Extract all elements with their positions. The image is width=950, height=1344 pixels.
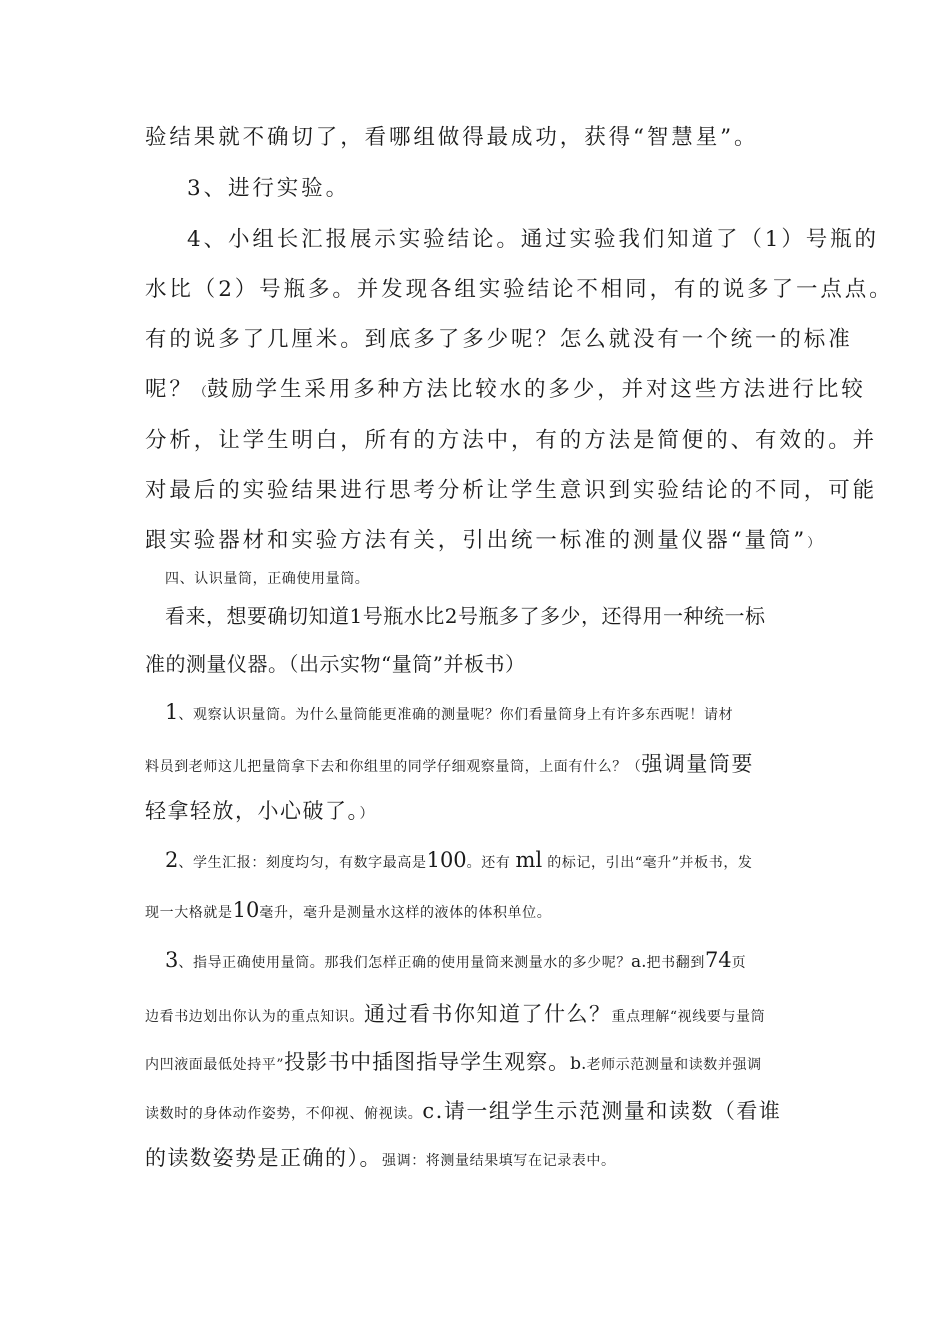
paragraph-line [165,948,845,972]
paragraph-line [145,648,825,677]
text-run: 强调量筒要 [641,752,754,776]
text-run: 准的测量仪器。（出示实物“量筒”并板书） [145,652,526,676]
text-run: 的读数姿势是正确的）。 [145,1146,382,1170]
paragraph-line [165,600,845,629]
text-run: 强调：将测量结果填写在记录表中。 [382,1153,616,1169]
paragraph-line [145,322,853,353]
paragraph-line [145,372,866,403]
text-run: 。还有 [466,855,516,871]
text-run: 74 [704,948,732,972]
text-run: 看来，想要确切知道1号瓶水比2号瓶多了多少，还得用一种统一标 [165,604,766,628]
text-run: 边看书边划出你认为的重点知识。 [145,1009,364,1025]
text-run: 料员到老师这儿把量筒拿下去和你组里的同学仔细观察量筒，上面有什么？（ [145,759,642,775]
text-run: 读数时的身体动作姿势，不仰视、俯视读。 [145,1106,423,1122]
text-run: 四、认识量筒，正确使用量筒。 [165,571,370,587]
paragraph-line [145,1095,825,1125]
text-run: 内凹液面最低处持平” [145,1057,285,1073]
text-run: 水比（2）号瓶多。并发现各组实验结论不相同，有的说多了一点点。 [145,277,894,302]
text-run: 重点理解“视线要与量筒 [611,1009,766,1025]
text-run: ） [807,536,821,551]
text-run: 现一大格就是 [145,905,233,921]
paragraph-line [187,222,879,253]
text-run: 4、小组长汇报展示实验结论。通过实验我们知道了（1）号瓶的 [187,227,879,252]
text-run: 、观察认识量筒。为什么量筒能更准确的测量呢？你们看量筒身上有许多东西呢！请材 [178,707,734,723]
paragraph-line [145,272,894,303]
text-run: a. [630,952,647,972]
text-run: 鼓励学生采用多种方法比较水的多少，并对这些方法进行比较 [206,377,866,402]
text-run: 呢？ [145,377,194,402]
text-run: （ [193,385,207,400]
text-run: 验结果就不确切了，看哪组做得最成功，获得“智慧星”。 [145,125,759,150]
paragraph-line [145,795,825,825]
text-run: 的标记，引出“毫升”并板书，发 [542,855,753,871]
paragraph-line [145,120,825,151]
text-run: c.请一组学生示范测量和读数（看谁 [422,1099,782,1123]
paragraph-line [145,473,878,504]
paragraph-line [165,848,845,872]
text-run: 跟实验器材和实验方法有关，引出统一标准的测量仪器“量筒” [145,528,808,553]
text-run: 对最后的实验结果进行思考分析让学生意识到实验结论的不同，可能 [145,478,878,503]
section-heading [165,568,845,588]
text-run: 2 [165,848,179,872]
text-run: 10 [232,898,260,922]
text-run: 分析，让学生明白，所有的方法中，有的方法是简便的、有效的。并 [145,428,878,453]
text-run: 老师示范测量和读数并强调 [586,1057,762,1073]
text-run: 页 [731,955,747,971]
text-run: 把书翻到 [646,955,705,971]
paragraph-line [145,998,825,1028]
text-run: 通过看书你知道了什么？ [364,1002,612,1026]
text-run: ml [515,848,543,872]
paragraph-line [165,700,845,724]
text-run: 3、进行实验。 [187,176,350,201]
text-run: 毫升，毫升是测量水这样的液体的体积单位。 [259,905,552,921]
text-run: ） [359,806,375,822]
paragraph-line [145,898,825,922]
paragraph-line [145,748,825,778]
text-run: 、学生汇报：刻度均匀，有数字最高是 [178,855,427,871]
text-run: 投影书中插图指导学生观察。 [284,1050,571,1074]
text-run: 100 [426,848,467,872]
paragraph-line [145,423,878,454]
paragraph-line [145,523,825,554]
text-run: 、指导正确使用量筒。那我们怎样正确的使用量筒来测量水的多少呢？ [178,955,631,971]
text-run: 轻拿轻放，小心破了。 [145,799,360,823]
paragraph-line [145,1046,825,1076]
text-run: 1 [165,700,179,724]
paragraph-line [145,1142,825,1172]
paragraph-line [187,171,867,202]
text-run: 有的说多了几厘米。到底多了多少呢？怎么就没有一个统一的标准 [145,327,853,352]
text-run: b. [570,1054,587,1074]
text-run: 3 [165,948,179,972]
